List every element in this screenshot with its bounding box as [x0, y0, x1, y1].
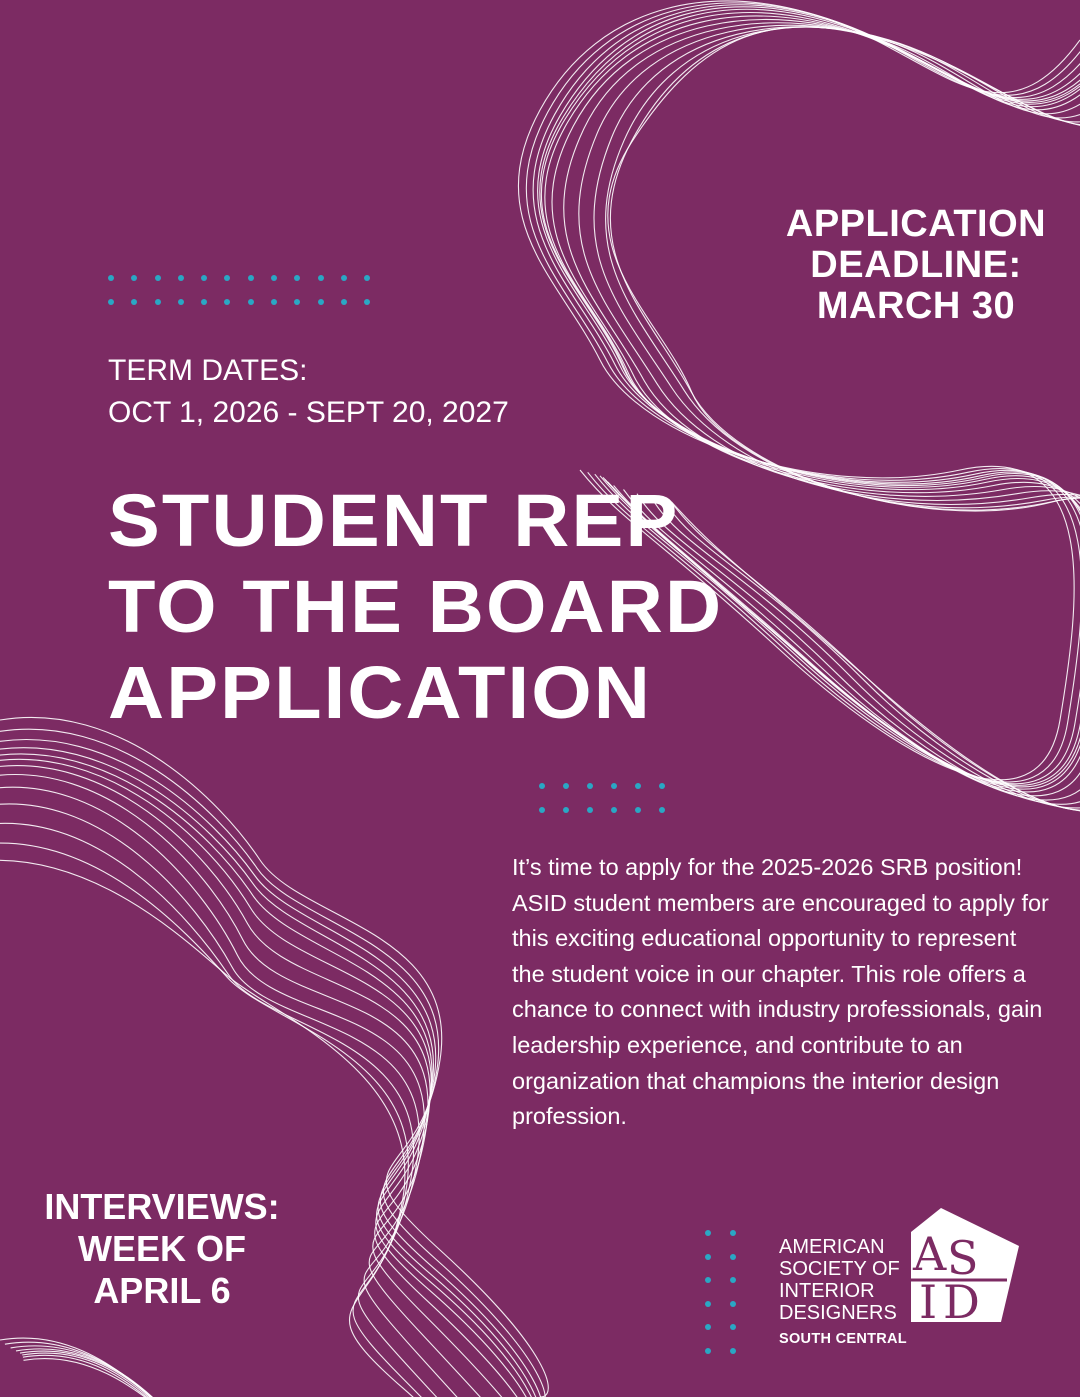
accent-dot [318, 275, 324, 281]
deadline-line-1: APPLICATION [785, 203, 1047, 245]
accent-dot [224, 275, 230, 281]
page-title [108, 478, 788, 736]
accent-dot [294, 299, 300, 305]
dot-grid-top [108, 275, 370, 305]
accent-dot [705, 1277, 711, 1283]
accent-dot [730, 1230, 736, 1236]
accent-dot [705, 1348, 711, 1354]
accent-dot [155, 299, 161, 305]
accent-dot [155, 275, 161, 281]
accent-dot [635, 807, 641, 813]
deadline-line-2: DEADLINE: [810, 244, 1022, 286]
accent-dot [364, 299, 370, 305]
accent-dot [108, 299, 114, 305]
deadline-line-3: MARCH 30 [816, 285, 1016, 327]
accent-dot [705, 1324, 711, 1330]
accent-dot [201, 299, 207, 305]
accent-dot [705, 1230, 711, 1236]
accent-dot [611, 807, 617, 813]
accent-dot [131, 275, 137, 281]
accent-dot [341, 275, 347, 281]
accent-dot [178, 275, 184, 281]
accent-dot [108, 275, 114, 281]
accent-dot [271, 299, 277, 305]
title-line-2: TO THE BOARD [108, 565, 724, 648]
org-name-line-3: INTERIOR [779, 1280, 875, 1302]
accent-dot [563, 783, 569, 789]
accent-dot [730, 1348, 736, 1354]
interviews-notice [20, 1186, 304, 1312]
asid-logo-icon [903, 1206, 1021, 1324]
org-name-line-2: SOCIETY OF [779, 1258, 900, 1280]
accent-dot [611, 783, 617, 789]
application-deadline [770, 204, 1062, 327]
term-range: OCT 1, 2026 - SEPT 20, 2027 [108, 396, 509, 429]
interviews-line-2: WEEK OF [78, 1228, 246, 1269]
accent-dot [730, 1277, 736, 1283]
accent-dot [224, 299, 230, 305]
accent-dot [294, 275, 300, 281]
accent-dot [635, 783, 641, 789]
term-label: TERM DATES: [108, 354, 308, 387]
accent-dot [248, 275, 254, 281]
term-dates [108, 350, 509, 434]
accent-dot [178, 299, 184, 305]
accent-dot [201, 275, 207, 281]
svg-text:D: D [943, 1275, 980, 1324]
accent-dot [271, 275, 277, 281]
accent-dot [364, 275, 370, 281]
accent-dot [341, 299, 347, 305]
accent-dot [248, 299, 254, 305]
accent-dot [705, 1254, 711, 1260]
title-line-1: STUDENT REP [108, 479, 680, 562]
dot-grid-logo [705, 1230, 736, 1354]
accent-dot [318, 299, 324, 305]
svg-text:A: A [913, 1227, 947, 1281]
wave-line [0, 843, 515, 1397]
accent-dot [587, 783, 593, 789]
organization-region: SOUTH CENTRAL [779, 1331, 907, 1347]
accent-dot [587, 807, 593, 813]
accent-dot [563, 807, 569, 813]
wave-line [0, 860, 511, 1397]
accent-dot [730, 1254, 736, 1260]
accent-dot [730, 1301, 736, 1307]
title-line-3: APPLICATION [108, 651, 652, 734]
svg-text:I: I [919, 1275, 938, 1324]
svg-text:S: S [947, 1231, 979, 1285]
dot-grid-middle [539, 783, 665, 813]
accent-dot [659, 783, 665, 789]
accent-dot [539, 783, 545, 789]
accent-dot [539, 807, 545, 813]
org-name-line-4: DESIGNERS [779, 1302, 897, 1324]
accent-dot [705, 1301, 711, 1307]
interviews-line-3: APRIL 6 [93, 1270, 231, 1311]
organization-name [779, 1236, 900, 1324]
accent-dot [131, 299, 137, 305]
accent-dot [730, 1324, 736, 1330]
interviews-line-1: INTERVIEWS: [44, 1186, 280, 1227]
description-paragraph: It’s time to apply for the 2025-2026 SRB position! ASID student members are encouraged to apply for this exciting educational opportunity to represent the student voice in our chapter. This role offers a chance to connect with industry professionals, gain leadership experience, and contribute to an organization that champions the interior design profession. [512, 854, 1049, 1130]
accent-dot [659, 807, 665, 813]
org-name-line-1: AMERICAN [779, 1236, 885, 1258]
